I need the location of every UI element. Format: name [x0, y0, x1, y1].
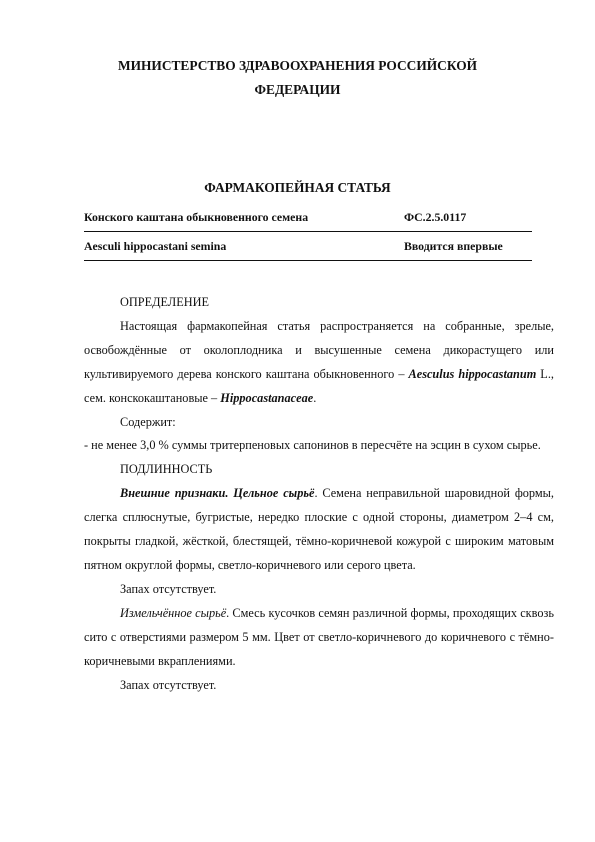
crushed-smell-text: Запах отсутствует. — [120, 677, 217, 692]
header-row-latin — [84, 232, 532, 261]
monograph-code: ФС.2.5.0117 — [404, 203, 532, 232]
ministry-line-1: МИНИСТЕРСТВО ЗДРАВООХРАНЕНИЯ РОССИЙСКОЙ — [117, 58, 478, 73]
header-row-names — [84, 203, 532, 232]
crushed-raw-material-label: Измельчённое сырьё — [120, 605, 227, 620]
definition-end: . — [313, 390, 317, 405]
article-title: ФАРМАКОПЕЙНАЯ СТАТЬЯ — [204, 180, 391, 195]
whole-raw-material-text: . Семена неправильной шаровидной формы, слегка сплюснутые, бугристые, нередко плоские с одной стороны, диаметром 2–4 см, покрыты гладкой, жёсткой, блестящей, тёмно-коричневой кожурой с широким матовым пятном округлой формы, светло-коричневого или серого цвета. — [84, 486, 555, 572]
family-latin-name: Hippocastanaceae — [220, 390, 314, 405]
monograph-status: Вводится впервые — [404, 232, 532, 261]
definition-paragraph — [84, 315, 554, 411]
species-author: L. — [536, 366, 551, 381]
contains-item: - не менее 3,0 % суммы тритерпеновых сапонинов в пересчёте на эсцин в сухом сырье. — [84, 438, 541, 453]
family-text: , сем. конскокаштановые – — [84, 366, 554, 405]
section-heading-definition: ОПРЕДЕЛЕНИЕ — [120, 295, 209, 309]
whole-raw-material-label: Внешние признаки. Цельное сырьё — [120, 486, 315, 501]
monograph-body — [84, 291, 554, 697]
whole-raw-material-paragraph — [84, 482, 554, 578]
section-heading-authenticity: ПОДЛИННОСТЬ — [120, 462, 213, 477]
ministry-title — [0, 54, 595, 102]
species-latin-name: Aesculus hippocastanum — [408, 366, 537, 381]
contains-label: Содержит: — [120, 414, 176, 429]
monograph-name-lat: Aesculi hippocastani semina — [84, 232, 404, 261]
monograph-header-table — [84, 203, 532, 261]
definition-text: Настоящая фармакопейная статья распространяется на собранные, зрелые, освобождённые от околоплодника и высушенные семена дикорастущего или культивируемого дерева конского каштана обыкновенного – — [84, 318, 554, 381]
ministry-line-2: ФЕДЕРАЦИИ — [254, 82, 341, 97]
monograph-name-ru: Конского каштана обыкновенного семена — [84, 203, 404, 232]
crushed-raw-material-paragraph — [84, 602, 554, 674]
whole-smell-text: Запах отсутствует. — [120, 581, 217, 596]
crushed-raw-material-text: . Смесь кусочков семян различной формы, проходящих сквозь сито с отверстиями размером 5 мм. Цвет от светло-коричневого до коричневого с тёмно-коричневыми вкраплениями. — [84, 605, 554, 668]
